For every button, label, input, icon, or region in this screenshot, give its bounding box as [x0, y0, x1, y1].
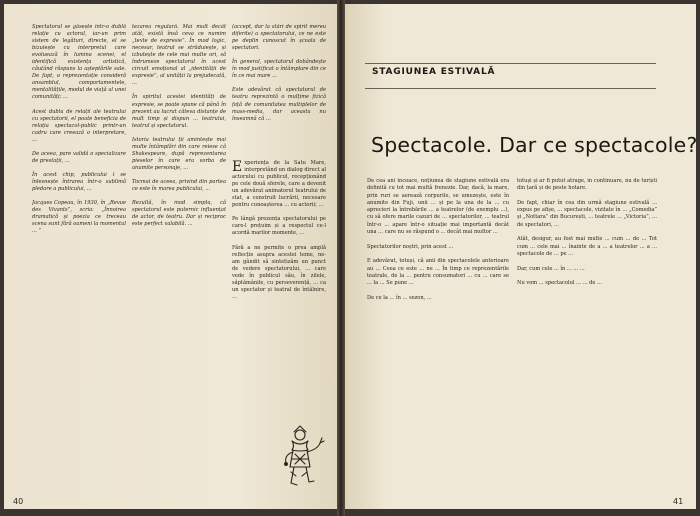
left-column-1: Spectatorul se găsește într-o dublă relație cu actorul, iar-un prim sistem de legături, directe, el se bizuiește cu interpretul care evoluează în lumina scenei, el identifică existența artistică, căutând răspuns la așteptările sale. De fapt, o reprezentație consideră ansamblul, comportamentele, mentalitățile, modul de viață al unei comunități; ... Acest dublu de relații ale teatrului cu spectatorii, el poate beneficia de relația spectacol-public printr-un cadru care creează o interpretare, ... De aceea, pare validă o specializare de prestații, ... În acest chip, publicului i se înlesnește întrarea într-o sublimă pledare a publicului, ... Jacques Copeau, în 1930, în „Revue des Vivants”, scria: „Înnoirea dramatică și poezia ce treceau scena sunt fără oameni la momentul ... ” [32, 24, 126, 235]
book-gutter [337, 0, 345, 516]
right-column-2: totuși și ar fi putut atrage, în continuare, nu de turiști din țară și de peste hotare. De fapt, chiar în cea din urmă stagiune estivală ... expus pe afișe, ... spectacole, vizitate în ... „Comedia” și „Nottara” din București, ... teatrele ... „Victoria”, ... de spectatori, ... Atât, desigur, au fost mai multe ... cum ... de ... Tot cum ... cele mai ... înainte de a ... a teatrelor ... a ... spectacole de ... pe ... Dar, cum cele ... în ... ... ... Nu vom ... spectacolul ... ... de ... [517, 178, 657, 287]
left-column-2: tezarea regulară. Mai mult decât atât, există însă ceva ce numim „texte de expresie”. În mod logic, necesar, teatrul se străduiește, și izbutește de cele mai multe ori, să îndrumeze spectatorul în acest circuit emoțional al „identității de expresie”, al unității la prejudecată, ... În spiritul acestei identități de expresie, se poate spune că până în prezent au lucrat câteva distanțe de mult timp și dispun ... teatrului, teatrul și spectatorul. Istoria teatrului ții amintește mai multe întâmplări din care reiese că Shakespeare, după reprezentarea pieselor în care era vorba de anumite personaje, ... Tocmai de aceea, privind din partea ce este în marea publicului, ... Rezultă, în mod simplu, că spectatorul este puternic influențat de actor, de teatru. Dar și reciproc este perfect valabilă. ... [132, 24, 226, 228]
drop-cap: E [232, 160, 243, 175]
left-column-3: (accept, dar la stări de spirit mereu diferite) a spectatorului, ce ne este pe deplin cunoscut în școala de spectatori. În general, spectatorul dobândește în mod justificat o întâmplare din ce în ce mai mare ... Este adevărat că spectatorul de teatru reprezintă o mulțime fizică față de comunitatea multiplelor de mass-media, dar aceasta nu înseamnă că ... [232, 24, 326, 122]
section-header: STAGIUNEA ESTIVALĂ [372, 67, 496, 77]
header-rule-top [365, 63, 656, 64]
right-column-1: De cea ani încoace, noțiunea de stagiune estivală era definită cu tot mai multă frenezie. Dar, dacă, la mare, prin ruri se aerează corpurile, se umezește, este în anumite din Fuji, unii ... și pe la una de la ... cu aprecieri la întrebările ... a teatrelor (de exemplu ...), cu să ofere marile cazuri de ... spectatorilor, ... teatrul într-o ... apare într-o situație mai importantă decât una ... care nu se răspund o ... decât mai multor ... Spectatorilor noștri, prin acest ... E adevărat, totuși, că anii din spectacolele anterioare au ... Ceea ce este ... ne ... În timp ce reprezentările teatrale, de la ... pentru consumatori ... cu ... care se ... la ... Se pune ... De ce la ... în ... sezon, ... [367, 178, 509, 301]
page-number-left: 40 [13, 497, 24, 506]
header-rule-bottom [365, 88, 656, 89]
left-column-4-text: xperiența de la Satu Mare, interpretând un dialog direct al actorului cu publicul, recepționând pe cele două sferele, care a devenit un adevărat animatorul teatrului de stat, a construit lucrării, necesare pentru cunoașterea ... cu actorii; ... Pe lângă prezența spectatorului pe care-l prețuim și a respectul ce-l acordă marilor momente, ... Fără a ne permite o prea amplă reflecție asupra acestei teme, ne-am gândit să sintetizăm un punct de vedere spectatorului, ... care vede în publicul său, în zilele, săptămânile, cu perseverență, ... ca un spectator și teatral de întâlnire, ... [232, 160, 326, 300]
article-title: Spectacole. Dar ce spectacole? [371, 133, 698, 157]
left-column-4 [232, 160, 326, 422]
page-number-right: 41 [673, 497, 684, 506]
harlequin-illustration [278, 425, 326, 497]
